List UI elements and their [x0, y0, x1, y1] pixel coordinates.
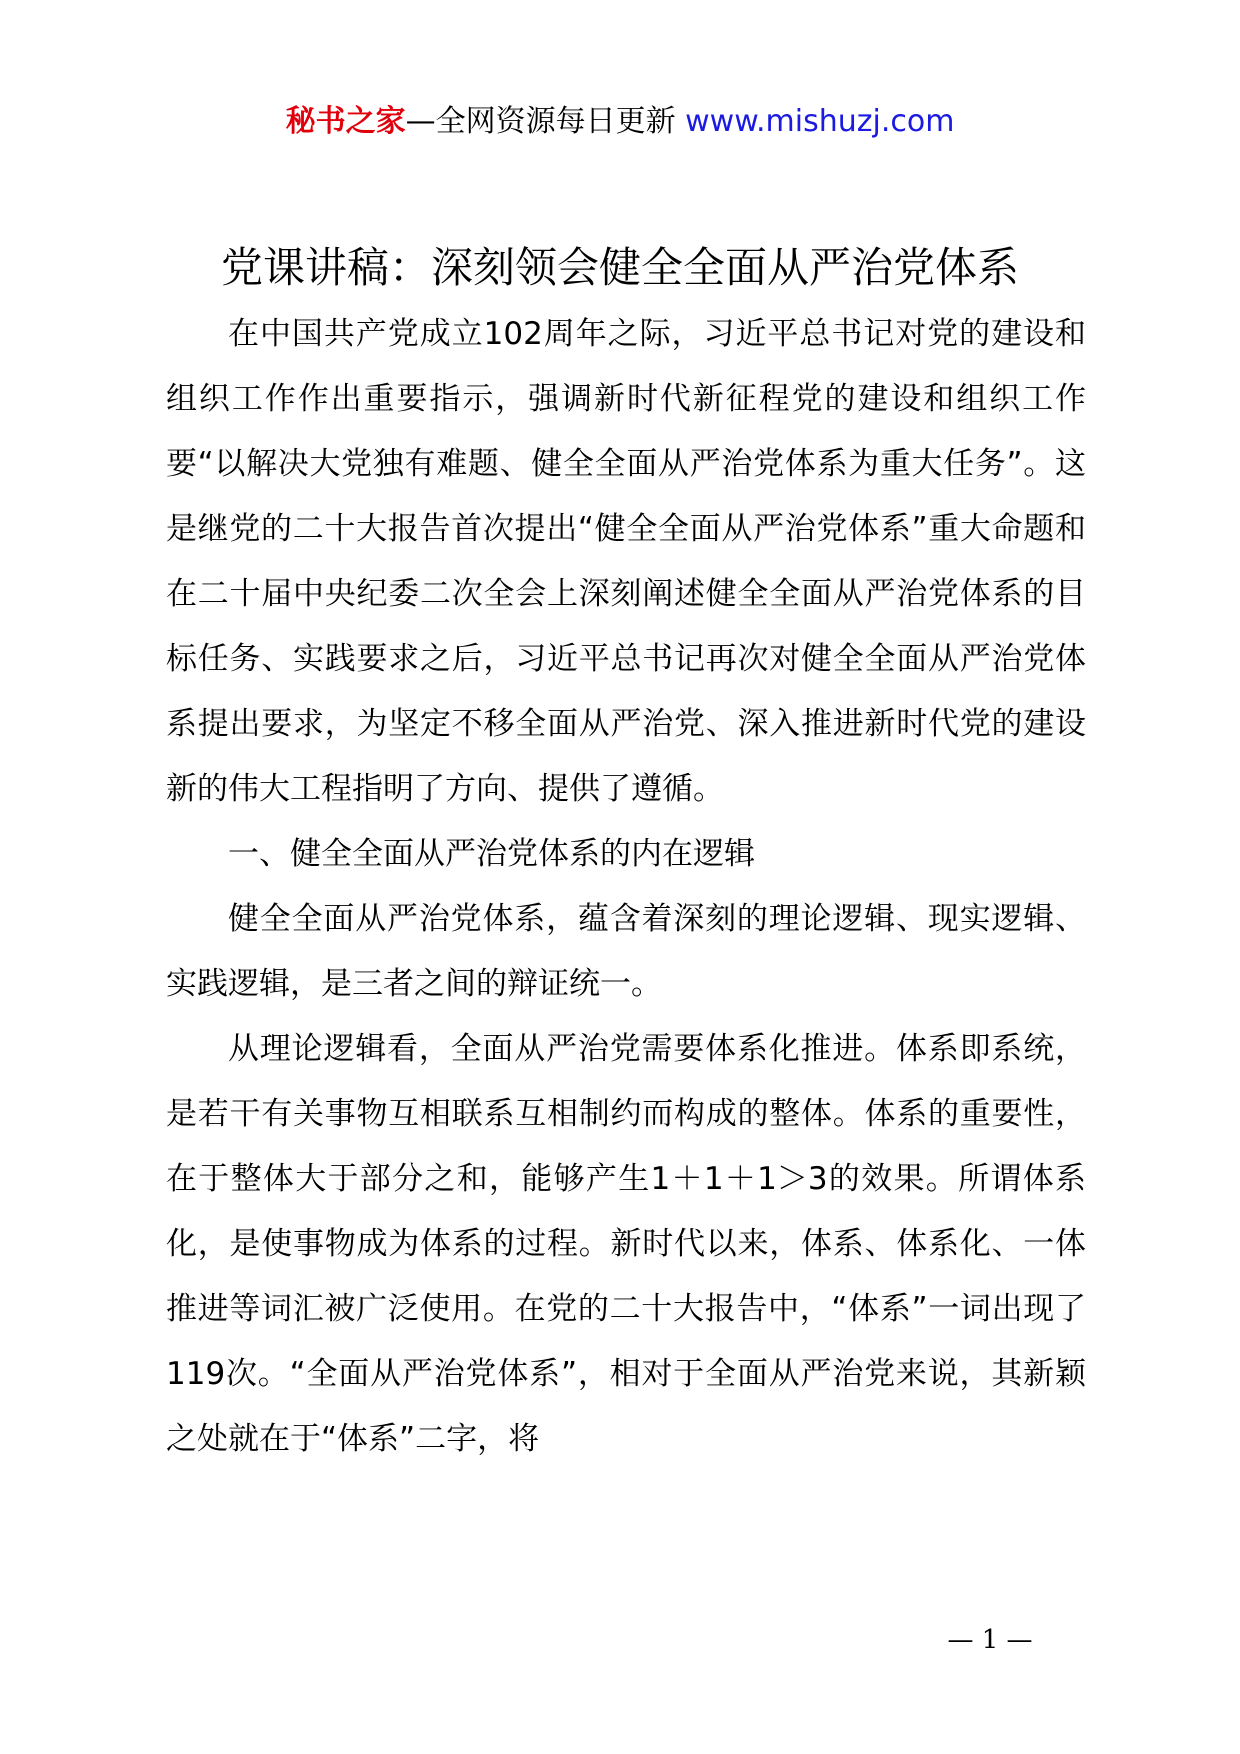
paragraph-logic-summary: 健全全面从严治党体系，蕴含着深刻的理论逻辑、现实逻辑、实践逻辑，是三者之间的辩证统一。	[166, 901, 1086, 1002]
document-title: 党课讲稿：深刻领会健全全面从严治党体系	[220, 243, 1019, 292]
document-body	[166, 302, 1086, 1472]
site-url-link[interactable]: www.mishuzj.com	[685, 104, 955, 139]
site-brand: 秘书之家	[285, 104, 406, 139]
site-header	[0, 100, 1240, 144]
paragraph-theory-logic: 从理论逻辑看，全面从严治党需要体系化推进。体系即系统，是若干有关事物互相联系互相制约而构成的整体。体系的重要性，在于整体大于部分之和，能够产生1＋1＋1＞3的效果。所谓体系化，是使事物成为体系的过程。新时代以来，体系、体系化、一体推进等词汇被广泛使用。在党的二十大报告中，“体系”一词出现了119次。“全面从严治党体系”，相对于全面从严治党来说，其新颖之处就在于“体系”二字，将	[166, 1031, 1086, 1457]
section-heading: 一、健全全面从严治党体系的内在逻辑	[228, 836, 755, 872]
page-number: — 1 —	[947, 1625, 1033, 1655]
site-slogan: —全网资源每日更新	[405, 104, 676, 139]
paragraph-intro: 在中国共产党成立102周年之际，习近平总书记对党的建设和组织工作作出重要指示，强调新时代新征程党的建设和组织工作要“以解决大党独有难题、健全全面从严治党体系为重大任务”。这是继党的二十大报告首次提出“健全全面从严治党体系”重大命题和在二十届中央纪委二次全会上深刻阐述健全全面从严治党体系的目标任务、实践要求之后，习近平总书记再次对健全全面从严治党体系提出要求，为坚定不移全面从严治党、深入推进新时代党的建设新的伟大工程指明了方向、提供了遵循。	[166, 316, 1086, 807]
